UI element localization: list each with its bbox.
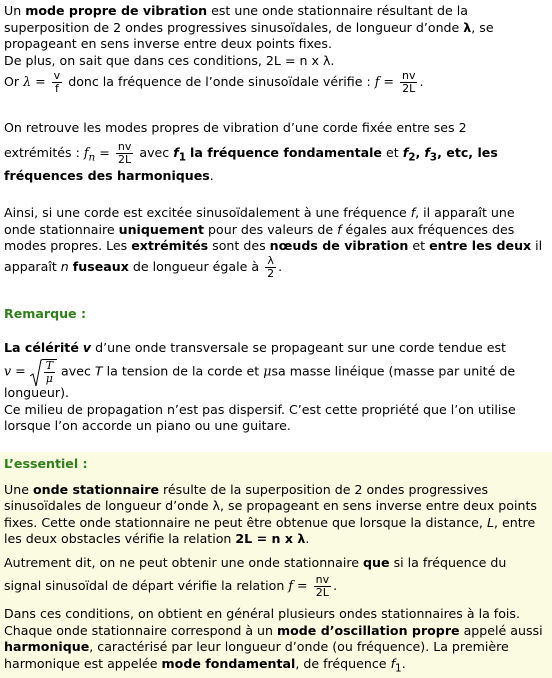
term-entre-les-deux: entre les deux <box>429 238 532 253</box>
term-mode-propre: mode propre de vibration <box>25 3 208 18</box>
paragraph-modes-propres: On retrouve les modes propres de vibration d’une corde fixée entre ses 2 extrémités : $f_n$ = $\frac{nv}{2L}$ avec $f_1$ la fréquence fondamentale et $f_2$, $f_3$, etc, les fréquences des harmoniques. <box>4 120 548 184</box>
term-fuseaux: fuseaux <box>72 258 129 274</box>
fraction-v-over-f: $\frac{v}{f}$ <box>53 69 61 95</box>
formula-f: f = <box>374 74 394 89</box>
term-mode-fondamental: mode fondamental <box>161 655 296 671</box>
term-onde-stationnaire: onde stationnaire <box>32 481 160 497</box>
remarque-title: Remarque : <box>4 306 87 321</box>
essentiel-box: L’essentiel : Une onde stationnaire résulte de la superposition de 2 ondes progressives sinusoïdales de longueur d’onde λ, se propageant en sens inverse entre deux points fixes. Cette onde stationnaire ne peut être obtenue que lorsque la distance, L, entre les deux obstacles vérifie la relation 2L = n x λ. Autrement dit, on ne peut obtenir une onde stationnaire que si la fréquence du signal sinusoïdal de départ vérifie la relation f = $\frac{nv}{2L}$ . Dans ces conditions, on obtient en général plusieurs ondes stationnaires à la fois. Chaque onde stationnaire correspond à un mode d’oscillation propre appelé aussi harmonique, caractérisé par leur longueur d’onde (ou fréquence). La première harmonique est appelée mode fondamental, de fréquence $f_1$. <box>0 452 552 678</box>
text: Un <box>4 3 26 18</box>
essentiel-title: L’essentiel : <box>4 456 88 471</box>
text: On retrouve les modes propres de vibration d’une corde fixée entre ses 2 <box>4 120 467 135</box>
term-noeuds: nœuds de vibration <box>269 238 409 253</box>
term-mode-oscillation: mode d’oscillation propre <box>277 622 460 638</box>
formula-lambda: λ = <box>23 74 46 89</box>
text: Or <box>4 74 20 89</box>
term-frequence-fondamentale: la fréquence fondamentale <box>190 144 382 160</box>
text: , se propageant en sens inverse entre deux points fixes. <box>4 19 494 51</box>
term-harmonique: harmonique <box>4 639 90 654</box>
sqrt-T-over-mu: $\frac{T}{\mu}$ <box>30 359 57 385</box>
text: donc la fréquence de l’onde sinusoïdale vérifie : <box>68 74 371 89</box>
paragraph-mode-propre <box>4 3 548 69</box>
term-uniquement: uniquement <box>118 221 205 237</box>
formula-line-essentiel: signal sinusoïdal de départ vérifie la relation f = $\frac{nv}{2L}$ . <box>4 573 338 599</box>
relation-2L: De plus, on sait que dans ces conditions, 2L = n x λ. <box>4 52 335 68</box>
fraction-lambda-over-2: $\frac{\lambda}{2}$ <box>267 253 275 280</box>
text: est une onde stationnaire résultant de la superposition de 2 ondes progressives sinusoïdales, de longueur d’onde <box>4 3 468 35</box>
formula-line-frequency: Or λ = $\frac{v}{f}$ donc la fréquence de l’onde sinusoïdale vérifie : f = $\frac{nv}{2L}$ . <box>4 69 424 95</box>
paragraph-excitation: Ainsi, si une corde est excitée sinusoïdalement à une fréquence f, il apparaît une onde stationnaire uniquement pour des valeurs de f égales aux fréquences des modes propres. Les extrémités sont des nœuds de vibration et entre les deux il apparaît n fuseaux de longueur égale à $\frac{\lambda}{2}$ . <box>4 205 543 280</box>
term-que: que <box>363 554 390 570</box>
relation-bold: 2L = n x λ <box>235 531 306 546</box>
remarque-section: Remarque : La célérité v d’une onde transversale se propageant sur une corde tendue est v = $\frac{T}{\mu}$ avec T la tension de la corde et μsa masse linéique (masse par unité de longueur). Ce milieu de propagation n’est pas dispersif. C’est cette propriété que l’on utilise lorsque l’on accorde un piano ou une guitare. <box>4 306 548 435</box>
term-harmoniques: fréquences des harmoniques <box>4 167 210 183</box>
text: Ce milieu de propagation n’est pas dispersif. C’est cette propriété que l’on utilise lorsque l’on accorde un piano ou une guitare. <box>4 401 516 433</box>
fraction-nv-over-2L: $\frac{nv}{2L}$ <box>401 69 416 95</box>
formula-line-fn: extrémités : $f_n$ = $\frac{nv}{2L}$ avec $f_1$ la fréquence fondamentale et $f_2$, $f_3$, etc, les <box>4 139 498 166</box>
term-extremites: extrémités <box>131 238 209 253</box>
fraction-nv-over-2L: $\frac{nv}{2L}$ <box>117 139 132 166</box>
formula-celerite: v = $\frac{T}{\mu}$ avec T la tension de la corde et μsa masse linéique (masse par unité de longueur). <box>4 359 516 400</box>
lambda-symbol: λ <box>463 19 472 35</box>
